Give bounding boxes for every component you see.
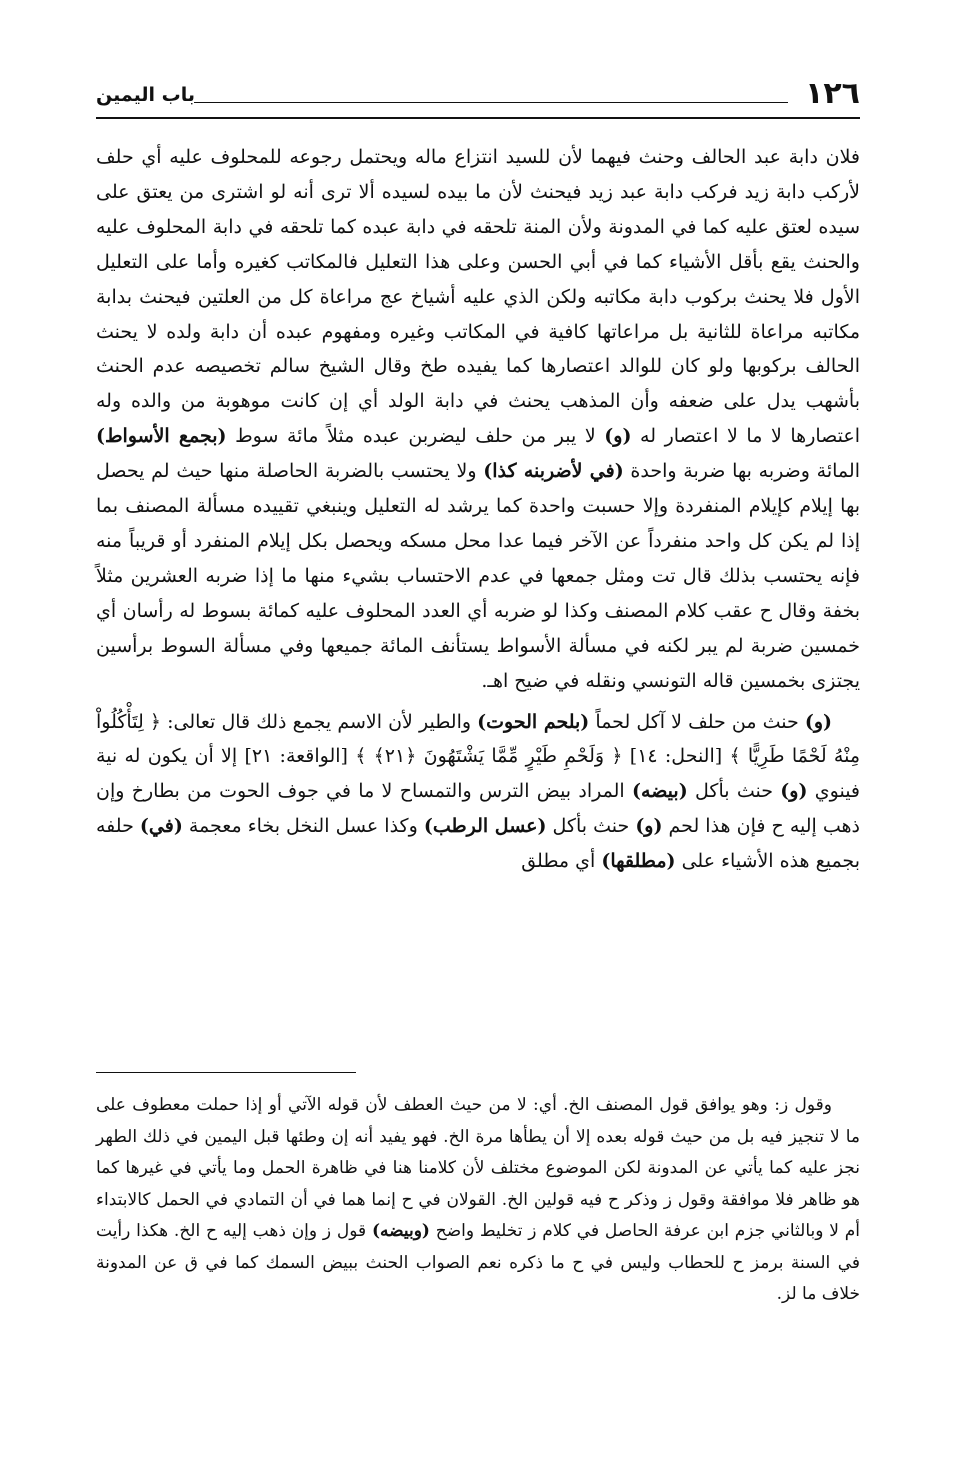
text-run: حنث من حلف لا آكل لحماً bbox=[589, 710, 805, 733]
text-run: ولا يحتسب بالضربة الحاصلة منها حيث لم يحصل بها إيلام كإيلام المنفردة وإلا حسبت واحدة كما يرشد له التعليل وينبغي تقييده مسألة المصنف بما إذا لم يكن كل واحد منفرداً عن الآخر فيما عدا محل مسكه ويحصل بكل إيلام المنفرد أو قريباً منه فإنه يحتسب بذلك قال تت ومثل جمعها في عدم الاحتساب بشيء منها ما إذا ضربه العشرين مثلاً بخفة وقال ح عقب كلام المصنف وكذا لو ضربه أي العدد المحلوف عليه كمائة بسوط له رأسان أي خمسين ضربة لم يبر لكنه في مسألة الأسواط يستأنف المائة جميعها وفي مسألة السوط برأسين يجتزى بخمسين قاله التونسي ونقله في ضيح اهـ. bbox=[96, 460, 860, 692]
paragraph-1 bbox=[96, 140, 860, 699]
text-run: أي مطلق bbox=[521, 850, 602, 873]
bold-term: (و) bbox=[780, 780, 808, 803]
bold-term: (و) bbox=[804, 710, 832, 733]
text-run: فلان دابة عبد الحالف وحنث فيهما لأن للسيد انتزاع ماله ويحتمل رجوعه للمحلوف عليه أي حلف لأركب دابة زيد فركب دابة عبد زيد فيحنث لأن ما بيده لسيده ألا ترى أنه لو اشترى من يعتق على سيده لعتق عليه كما في المدونة ولأن المنة تلحقه في دابة عبده كما تلحقه في دابة المحلوف عليه والحنث يقع بأقل الأشياء كما في أبي الحسن وعلى هذا التعليل فالمكاتب كغيره وأما على التعليل الأول فلا يحنث بركوب دابة مكاتبه ولكن الذي عليه أشياخ عج مراعاة كل من العلتين فيحنث بدابة مكاتبه مراعاة للثانية بل مراعاتها كافية في المكاتب وغيره ومفهوم عبده أن دابة ولده لا يحنث الحالف بركوبها ولو كان للوالد اعتصارها كما يفيده طخ وقال الشيخ سالم تخصيصه عدم الحنث بأشهب يدل على ضعفه وأن المذهب يحنث في دابة الولد أي إن كانت موهوبة من والده وله اعتصارها لا ما لا اعتصار له bbox=[96, 146, 860, 448]
paragraph-2 bbox=[96, 705, 860, 880]
text-run: حنث بأكل bbox=[687, 780, 781, 803]
bold-term: (و) bbox=[604, 425, 632, 448]
page-number: ١٢٦ bbox=[805, 76, 860, 111]
footnote bbox=[96, 1090, 860, 1311]
quran-verse: ﴿ لِتَأْكُلُواْ مِنْهُ لَحْمًا طَرِيًّا ﴾ bbox=[96, 710, 861, 768]
page-header bbox=[96, 78, 860, 110]
text-run: لا يبر من حلف ليضربن عبده مثلاً مائة سوط bbox=[226, 425, 605, 448]
text-run: قول ز وإن ذهب إليه ح الخ. هكذا رأيت في السنة برمز ح للحطاب وليس في ح ما ذكره نعم الصواب الحنث ببيض السمك كما في ق عن المدونة خلاف ما لز. bbox=[96, 1221, 860, 1304]
bold-term: (في لأضربنه كذا) bbox=[483, 460, 624, 483]
footnote-separator bbox=[96, 1072, 356, 1073]
text-run: حلفه بجميع هذه الأشياء على bbox=[96, 815, 860, 873]
bold-term: (بيضه) bbox=[632, 780, 688, 803]
bold-term: (في) bbox=[139, 815, 183, 838]
bold-term: (وبيضه) bbox=[371, 1221, 430, 1241]
text-run: وقول ز: وهو يوافق قول المصنف الخ. أي: لا من حيث العطف لأن قوله الآتي أو إذا حملت معطوف على ما لا تنجيز فيه بل من حيث قوله بعده إلا أن يطأها مرة الخ. فهو يفيد أنه إن وطئها قبل اليمين في ذلك الطهر نجز عليه كما يأتي عن المدونة لكن الموضوع مختلف لأن كلامنا هنا في ظاهرة الحمل وما يأتي في غيرها كما هو ظاهر فلا موافقة وقول ز وذكر ح فيه قولين الخ. القولان في ح إنما هما في أن التمادي في الحمل كالابتداء أم لا وبالثاني جزم ابن عرفة الحاصل في كلام ز تخليط واضح bbox=[96, 1095, 860, 1241]
quran-verse: ﴿ وَلَحْمِ طَيْرٍ مِّمَّا يَشْتَهُونَ ﴿٢١﴾ ﴾ bbox=[355, 745, 623, 768]
text-run: [النحل: ١٤] bbox=[622, 745, 730, 768]
bold-term: (بجمع الأسواط) bbox=[96, 425, 227, 448]
text-run: والطير لأن الاسم يجمع ذلك قال تعالى: bbox=[160, 710, 478, 733]
main-text bbox=[96, 140, 860, 879]
text-run: المراد بيض الترس والتمساح لا ما في جوف الحوت من بطارخ وإن ذهب إليه ح فإن هذا لحم bbox=[96, 780, 861, 838]
header-line bbox=[194, 102, 788, 103]
bold-term: (مطلقها) bbox=[601, 850, 676, 873]
bold-term: (بلحم الحوت) bbox=[477, 710, 590, 733]
text-run: وكذا عسل النخل بخاء معجمة bbox=[182, 815, 424, 838]
text-run: [الواقعة: ٢١] إلا أن يكون له نية فينوي bbox=[96, 745, 861, 803]
bold-term: (و) bbox=[635, 815, 663, 838]
bold-term: (عسل الرطب) bbox=[423, 815, 547, 838]
text-run: المائة وضربه بها ضربة واحدة bbox=[623, 460, 860, 483]
header-rule bbox=[96, 117, 860, 119]
text-run: حنث بأكل bbox=[546, 815, 636, 838]
chapter-title: باب اليمين bbox=[96, 84, 195, 106]
